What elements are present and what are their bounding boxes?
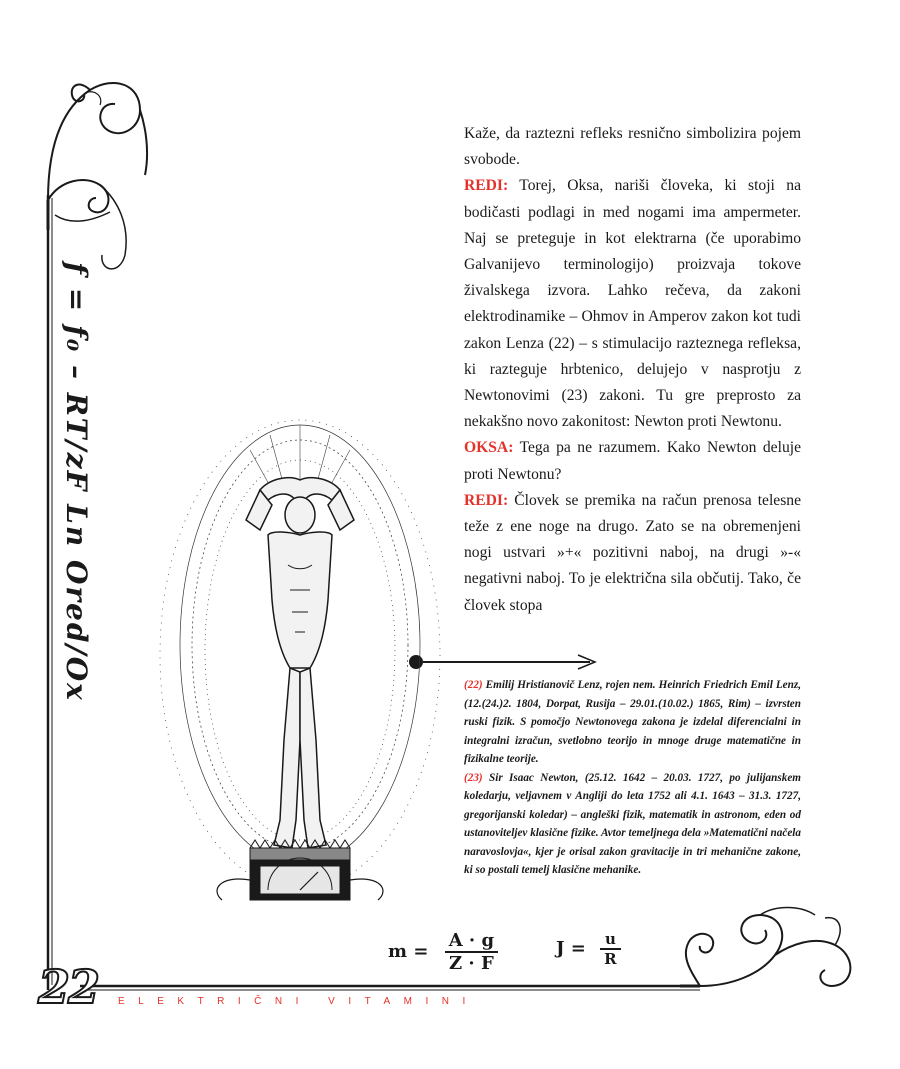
footnote-ref: (22) [464, 679, 483, 691]
main-text [464, 121, 801, 619]
page-number: 22 [38, 960, 99, 1014]
footnote-23 [464, 769, 801, 880]
man-with-ampermeter-illustration [150, 400, 450, 910]
footnote-ref: (23) [464, 771, 483, 784]
mass-formula [388, 930, 498, 974]
footnotes [464, 676, 801, 880]
dialogue-paragraph-2 [464, 435, 801, 487]
formula-fraction [445, 930, 498, 974]
formula-denominator: Z · F [449, 953, 494, 974]
dialogue-text: Torej, Oksa, nariši človeka, ki stoji na bodičasti podlagi in med nogami ima ampermeter. Naj se preteguje in kot elektrarna (če uporabimo Galvanijevo terminologijo) proizvaja tokove živalskega izvora. Lahko rečeva, da zakoni elektrodinamike – Ohmov in Amperov zakon kot tudi zakon Lenza (22) – s stimulacijo razteznega refleksa, ki razteguje hrbtenico, delujejo v nasprotju z Newtonovimi (23) zakoni. Tu gre preprosto za nekakšno novo zakonitost: Newton proti Newtonu. [464, 177, 801, 431]
formula-lhs: J = [556, 938, 586, 959]
speaker-label: REDI: [464, 491, 509, 509]
dialogue-text: Človek se premika na račun prenosa telesne teže z ene noge na drugo. Zato se na obremenjeni nogi ustvari »+« pozitivni naboj, na drugi »-« negativni naboj. To je električna sila občutij. Tako, če človek stopa [464, 491, 801, 614]
dialogue-text: Tega pa ne razumem. Kako Newton deluje proti Newtonu? [464, 439, 801, 483]
footnote-text: Sir Isaac Newton, (25.12. 1642 – 20.03. 1727, po julijanskem koledarju, veljavnem v Angliji do leta 1752 ali 4.1. 1643 – 31.3. 1727, gregorijanski koledar) – angleški fizik, matematik in astronom, eden od ustanoviteljev klasične fizike. Avtor temeljnega dela »Matematični načela naravoslovja«, kjer je orisal zakon gravitacije in tri mehanične zakone, ki so postali temelj klasične mehanike. [464, 771, 801, 876]
dialogue-paragraph-1 [464, 173, 801, 435]
running-footer-title: ELEKTRIČNI VITAMINI [118, 996, 479, 1007]
intro-paragraph: Kaže, da raztezni refleks resnično simbolizira pojem svobode. [464, 125, 801, 169]
formula-fraction [600, 930, 620, 968]
footnote-text: Emilij Hristianovič Lenz, rojen nem. Heinrich Friedrich Emil Lenz, (12.(24.)2. 1804, Dorpat, Rusija – 29.01.(10.02.) 1865, Rim) – izvrsten ruski fizik. S pomočjo Newtonovega zakona je izdelal diferencialni in integralni izračun, svetlobno teorijo in mnoge druge matematične in fizikalne teorije. [464, 679, 801, 765]
speaker-label: OKSA: [464, 439, 514, 457]
dialogue-paragraph-3 [464, 488, 801, 619]
current-formula [556, 930, 621, 968]
footnote-22 [464, 676, 801, 769]
side-formula: f = f₀ – RT/zF Ln Ored/Ox [60, 262, 93, 702]
speaker-label: REDI: [464, 177, 509, 195]
flourish-ornament-bottom-right [680, 908, 850, 987]
formula-lhs: m = [388, 941, 429, 962]
flourish-ornament-top-left [48, 83, 147, 269]
formula-numerator: A · g [445, 930, 498, 953]
formula-numerator: u [600, 930, 620, 950]
formula-denominator: R [604, 950, 617, 968]
